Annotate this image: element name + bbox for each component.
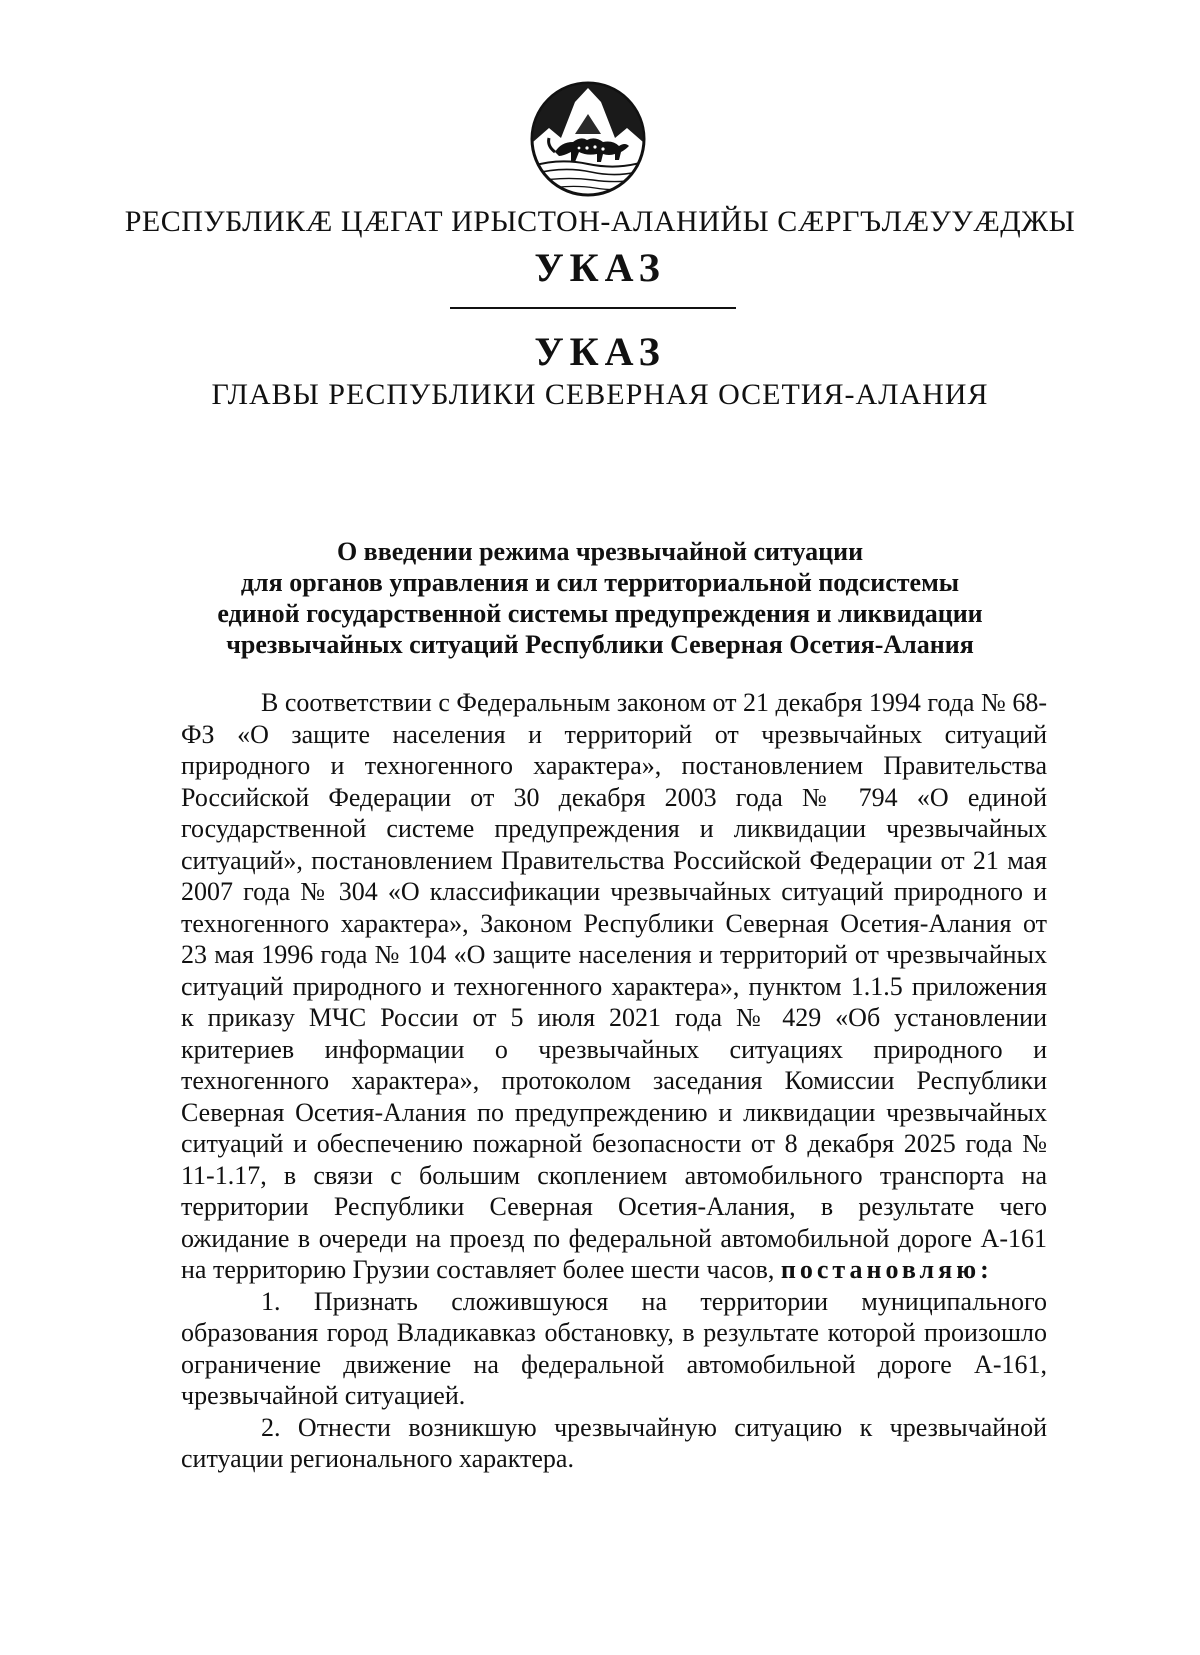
coat-of-arms-emblem-icon xyxy=(529,80,647,198)
decree-title xyxy=(0,536,1200,660)
decree-title-line: чрезвычайных ситуаций Республики Северная Осетия-Алания xyxy=(226,630,974,659)
decree-item-1: 1. Признать сложившуюся на территории муниципального образования город Владикавказ обстановку, в результате которой произошло ограничение движение на федеральной автомобильной дороге А-161, чрезвычайной ситуацией. xyxy=(181,1286,1047,1410)
header-divider xyxy=(450,307,736,309)
resolves-word: постановляю: xyxy=(780,1255,993,1284)
decree-body xyxy=(181,687,1047,1475)
decree-title-line: для органов управления и сил территориальной подсистемы xyxy=(240,568,960,597)
decree-item-2: 2. Отнести возникшую чрезвычайную ситуацию к чрезвычайной ситуации регионального характера. xyxy=(181,1412,1047,1473)
decree-heading-russian: УКАЗ xyxy=(534,329,666,374)
decree-title-line: О введении режима чрезвычайной ситуации xyxy=(336,537,864,566)
decree-heading-ossetian: УКАЗ xyxy=(534,245,666,290)
ossetian-header: РЕСПУБЛИКӔ ЦӔГАТ ИРЫСТОН-АЛАНИЙЫ СӔРГЪЛӔУУӔДЖЫ xyxy=(124,205,1076,238)
decree-title-line: единой государственной системы предупреждения и ликвидации xyxy=(217,599,983,628)
russian-header: ГЛАВЫ РЕСПУБЛИКИ СЕВЕРНАЯ ОСЕТИЯ-АЛАНИЯ xyxy=(211,378,989,411)
preamble-paragraph xyxy=(181,687,1047,1286)
preamble-text: В соответствии с Федеральным законом от 21 декабря 1994 года № 68-ФЗ «О защите населения и территорий от чрезвычайных ситуаций природного и техногенного характера», постановлением Правительства Российской Федерации от 30 декабря 2003 года № 794 «О единой государственной системе предупреждения и ликвидации чрезвычайных ситуаций», постановлением Правительства Российской Федерации от 21 мая 2007 года № 304 «О классификации чрезвычайных ситуаций природного и техногенного характера», Законом Республики Северная Осетия-Алания от 23 мая 1996 года № 104 «О защите населения и территорий от чрезвычайных ситуаций природного и техногенного характера», пунктом 1.1.5 приложения к приказу МЧС России от 5 июля 2021 года № 429 «Об установлении критериев информации о чрезвычайных ситуациях природного и техногенного характера», протоколом заседания Комиссии Республики Северная Осетия-Алания по предупреждению и ликвидации чрезвычайных ситуаций и обеспечению пожарной безопасности от 8 декабря 2025 года № 11-1.17, в связи с большим скоплением автомобильного транспорта на территории Республики Северная Осетия-Алания, в результате чего ожидание в очереди на проезд по федеральной автомобильной дороге А-161 на территорию Грузии составляет более шести часов, xyxy=(181,688,1047,1284)
